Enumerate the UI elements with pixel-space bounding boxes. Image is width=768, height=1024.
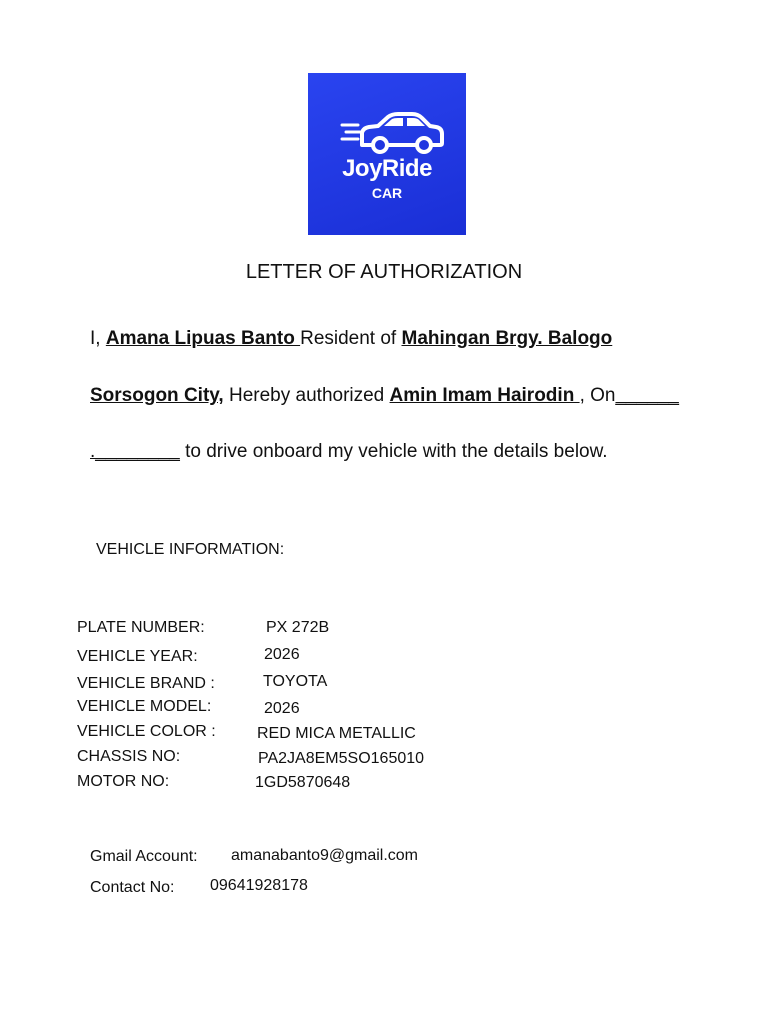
address-part-1: Mahingan Brgy. Balogo [401, 328, 613, 349]
vehicle-brand-value: TOYOTA [263, 673, 328, 690]
line1-middle: Resident of [300, 328, 402, 349]
line2-suffix: , On [579, 385, 616, 406]
motor-no-value: 1GD5870648 [255, 774, 351, 791]
address-part-2: Sorsogon City, [90, 385, 224, 406]
logo-subtitle: CAR [371, 185, 403, 201]
logo-name: JoyRide [342, 155, 432, 182]
authorized-name: Amin Imam Hairodin [389, 385, 580, 406]
vehicle-year-label: VEHICLE YEAR: [77, 648, 198, 665]
chassis-no-label: CHASSIS NO: [77, 748, 181, 765]
contact-no-value: 09641928178 [210, 877, 308, 894]
joyride-logo [308, 73, 466, 235]
vehicle-color-label: VEHICLE COLOR : [77, 723, 216, 740]
contact-no-label: Contact No: [90, 879, 175, 896]
plate-number-value: PX 272B [266, 619, 330, 636]
vehicle-year-value: 2026 [264, 646, 300, 663]
letter-line-2 [90, 385, 679, 407]
line1-prefix: I, [90, 328, 106, 349]
gmail-label: Gmail Account: [90, 848, 198, 865]
date-blank-2: .________ [90, 441, 180, 462]
vehicle-info-heading: VEHICLE INFORMATION: [96, 541, 285, 558]
line3-text: to drive onboard my vehicle with the details below. [179, 441, 608, 462]
vehicle-model-label: VEHICLE MODEL: [77, 698, 212, 715]
date-blank: ______ [615, 385, 679, 406]
gmail-value: amanabanto9@gmail.com [231, 847, 419, 864]
motor-no-label: MOTOR NO: [77, 773, 170, 790]
letter-line-1 [90, 328, 612, 350]
plate-number-label: PLATE NUMBER: [77, 619, 205, 636]
line2-middle: Hereby authorized [223, 385, 390, 406]
vehicle-brand-label: VEHICLE BRAND : [77, 675, 215, 692]
vehicle-color-value: RED MICA METALLIC [257, 725, 416, 742]
document-title: LETTER OF AUTHORIZATION [245, 261, 523, 283]
vehicle-model-value: 2026 [264, 700, 300, 717]
car-icon [308, 73, 466, 235]
author-name: Amana Lipuas Banto [105, 328, 301, 349]
letter-line-3 [90, 441, 608, 463]
chassis-no-value: PA2JA8EM5SO165010 [258, 750, 425, 767]
